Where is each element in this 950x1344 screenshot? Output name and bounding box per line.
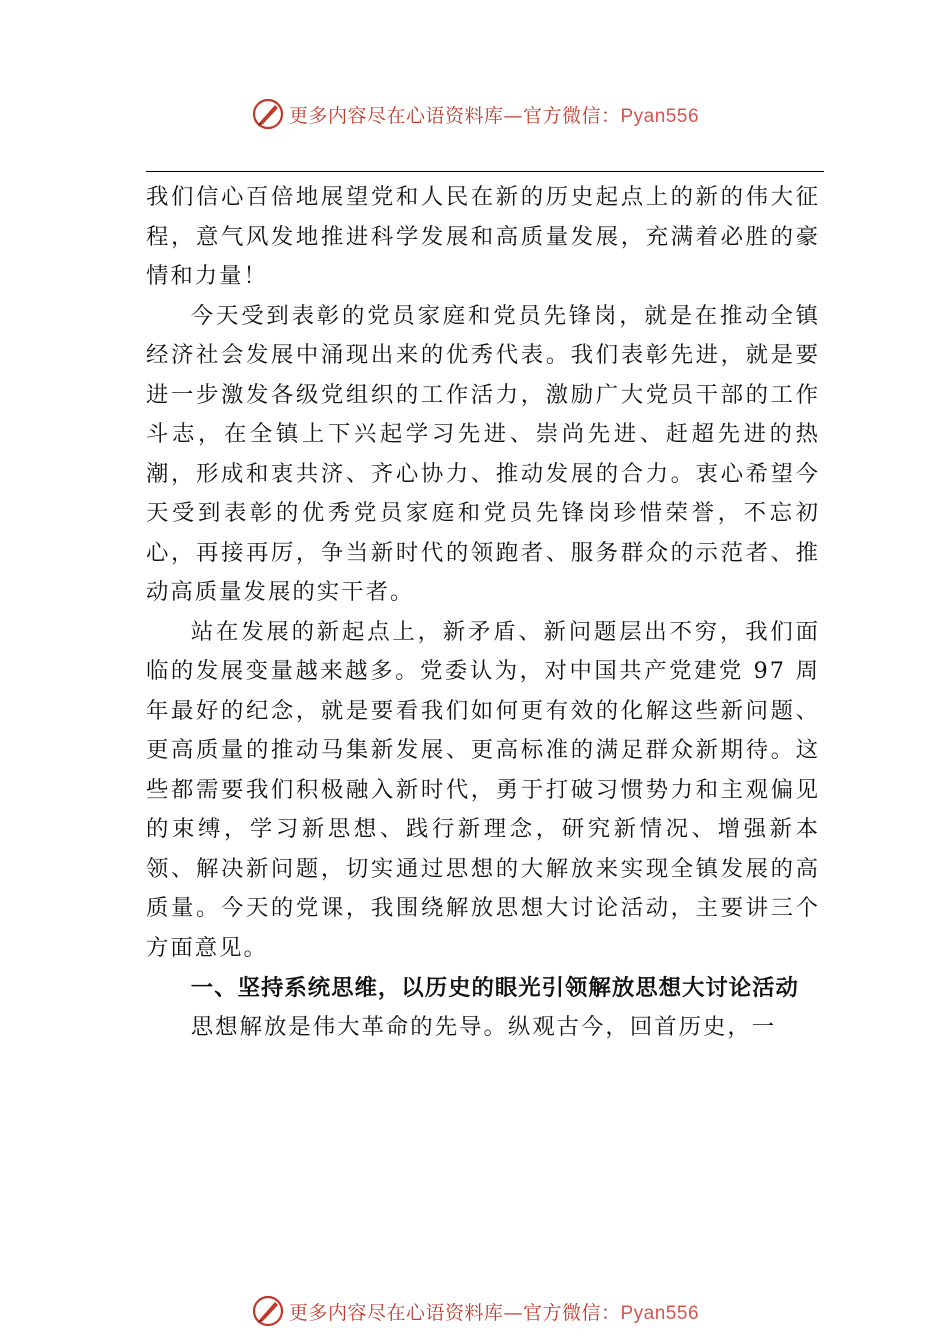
pen-logo-icon [251, 97, 285, 131]
wechat-id: Pyan556 [620, 1302, 700, 1324]
paragraph: 站在发展的新起点上，新矛盾、新问题层出不穷，我们面临的发展变量越来越多。党委认为，对中国共产党建党 97 周年最好的纪念，就是要看我们如何更有效的化解这些新问题、更高质量的推动马集新发展、更高标准的满足群众新期待。这些都需要我们积极融入新时代，勇于打破习惯势力和主观偏见的束缚，学习新思想、践行新理念，研究新情况、增强新本领、解决新问题，切实通过思想的大解放来实现全镇发展的高质量。今天的党课，我围绕解放思想大讨论活动，主要讲三个方面意见。 [146, 618, 820, 961]
header-rule [146, 171, 824, 172]
watermark-text: 更多内容尽在心语资料库—官方微信：Pyan556 [288, 104, 700, 127]
watermark-banner-top [0, 94, 950, 134]
paragraph: 思想解放是伟大革命的先导。纵观古今，回首历史，一 [190, 1014, 777, 1040]
paragraph-continuation: 我们信心百倍地展望党和人民在新的历史起点上的新的伟大征程，意气风发地推进科学发展和高质量发展，充满着必胜的豪情和力量！ [146, 184, 820, 289]
paragraph: 今天受到表彰的党员家庭和党员先锋岗，就是在推动全镇经济社会发展中涌现出来的优秀代表。我们表彰先进，就是要进一步激发各级党组织的工作活力，激励广大党员干部的工作斗志，在全镇上下兴起学习先进、崇尚先进、赶超先进的热潮，形成和衷共济、齐心协力、推动发展的合力。衷心希望今天受到表彰的优秀党员家庭和党员先锋岗珍惜荣誉，不忘初心，再接再厉，争当新时代的领跑者、服务群众的示范者、推动高质量发展的实干者。 [146, 302, 820, 605]
pen-logo-icon [251, 1294, 285, 1328]
watermark-text: 更多内容尽在心语资料库—官方微信：Pyan556 [288, 1301, 700, 1324]
watermark-banner-bottom [0, 1291, 950, 1331]
document-body [146, 178, 820, 1048]
section-heading: 一、坚持系统思维，以历史的眼光引领解放思想大讨论活动 [190, 975, 799, 1001]
wechat-id: Pyan556 [620, 105, 700, 127]
